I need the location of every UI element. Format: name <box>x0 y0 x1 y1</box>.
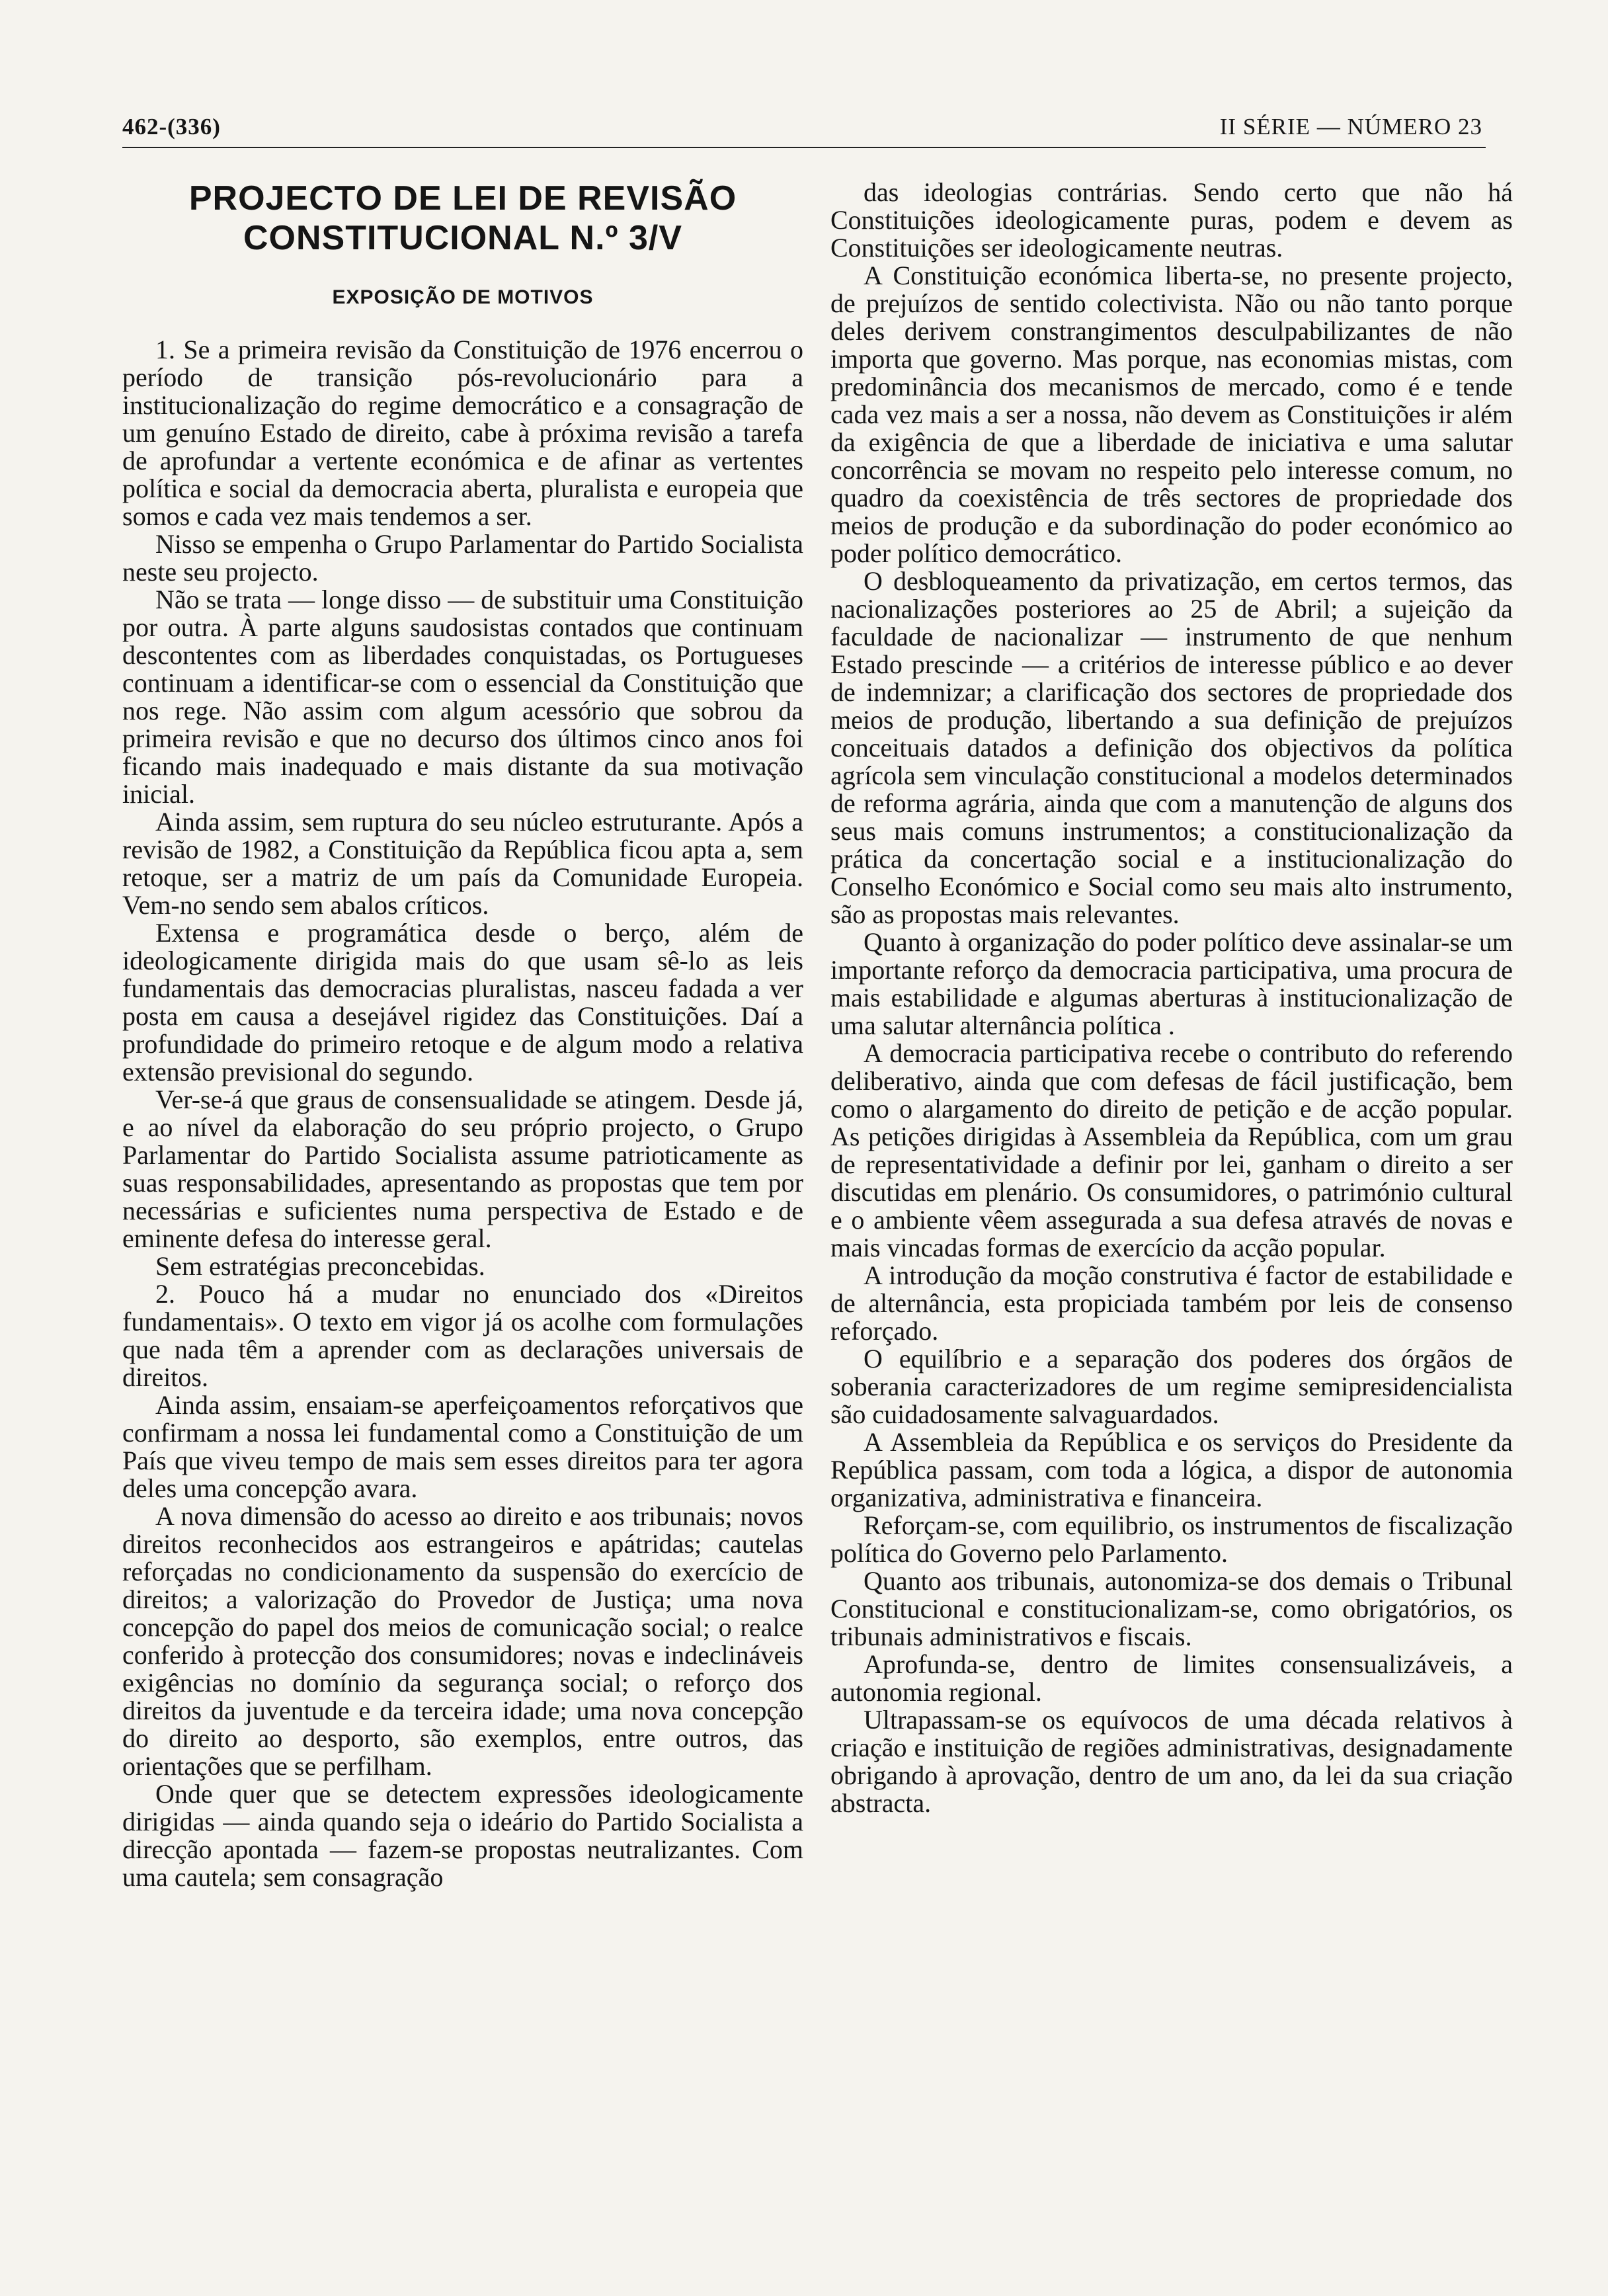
paragraph: Sem estratégias preconcebidas. <box>155 1251 485 1281</box>
header-rule <box>122 147 1486 148</box>
paragraph: A introdução da moção construtiva é factor de estabilidade e de alternância, esta propiciada também por leis de consenso reforçado. <box>830 1260 1513 1346</box>
paragraph: A Assembleia da República e os serviços do Presidente da República passam, com toda a lógica, a dispor de autonomia organizativa, administrativa e financeira. <box>830 1427 1513 1512</box>
section-subtitle: EXPOSIÇÃO DE MOTIVOS <box>332 286 594 308</box>
paragraph: Ainda assim, sem ruptura do seu núcleo estruturante. Após a revisão de 1982, a Constituição da República ficou apta a, sem retoque, ser a matriz de um país da Comunidade Europeia. Vem-no sendo sem abalos críticos. <box>122 807 803 920</box>
paragraph: O equilíbrio e a separação dos poderes dos órgãos de soberania caracterizadores de um regime semipresidencialista são cuidadosamente salvaguardados. <box>830 1344 1513 1429</box>
paragraph: 1. Se a primeira revisão da Constituição de 1976 encerrou o período de transição pós-revolucionário para a institucionalização do regime democrático e a consagração de um genuíno Estado de direito, cabe à próxima revisão a tarefa de aprofundar a vertente económica e de afinar as vertentes política e social da democracia aberta, pluralista e europeia que somos e cada vez mais tendemos a ser. <box>122 335 803 531</box>
paragraph: Ver-se-á que graus de consensualidade se atingem. Desde já, e ao nível da elaboração do seu próprio projecto, o Grupo Parlamentar do Partido Socialista assume patrioticamente as suas responsabilidades, apresentando as propostas que tem por necessárias e suficientes numa perspectiva de Estado e de eminente defesa do interesse geral. <box>122 1085 803 1253</box>
right-column-body <box>830 179 1513 1817</box>
right-column <box>830 179 1513 1817</box>
paragraph: Ainda assim, ensaiam-se aperfeiçoamentos reforçativos que confirmam a nossa lei fundamental como a Constituição de um País que viveu tempo de mais sem esses direitos para ter agora deles uma concepção avara. <box>122 1390 803 1503</box>
paragraph: Extensa e programática desde o berço, além de ideologicamente dirigida mais do que usam sê-lo as leis fundamentais das democracias pluralistas, nasceu fadada a ver posta em causa a desejável rigidez das Constituições. Daí a profundidade do primeiro retoque e de algum modo a relativa extensão previsional do segundo. <box>122 918 803 1086</box>
paragraph: A Constituição económica liberta-se, no presente projecto, de prejuízos de sentido colectivista. Não ou não tanto porque deles derivem constrangimentos desculpabilizantes de não importa que governo. Mas porque, nas economias mistas, com predominância dos mecanismos de mercado, como é e tende cada vez mais a ser a nossa, não devem as Constituições ir além da exigência de que a liberdade de iniciativa e uma salutar concorrência se movam no respeito pelo interesse comum, no quadro da coexistência de três sectores de propriedade dos meios de produção e da subordinação do poder económico ao poder político democrático. <box>830 261 1513 568</box>
paragraph: Onde quer que se detectem expressões ideologicamente dirigidas — ainda quando seja o ideário do Partido Socialista a direcção apontada — fazem-se propostas neutralizantes. Com uma cautela; sem consagração <box>122 1779 803 1892</box>
page-number: 462-(336) <box>122 114 221 140</box>
paragraph: A nova dimensão do acesso ao direito e aos tribunais; novos direitos reconhecidos aos estrangeiros e apátridas; cautelas reforçadas no condicionamento da suspensão do exercício de direitos; a valorização do Provedor de Justiça; uma nova concepção do papel dos meios de comunicação social; o realce conferido à protecção dos consumidores; novas e indeclináveis exigências no domínio da segurança social; o reforço dos direitos da juventude e da terceira idade; uma nova concepção do direito ao desporto, são exemplos, entre outros, das orientações que se perfilham. <box>122 1501 803 1781</box>
title-line-1: PROJECTO DE LEI DE REVISÃO <box>188 179 737 218</box>
paragraph: Quanto à organização do poder político deve assinalar-se um importante reforço da democracia participativa, uma procura de mais estabilidade e algumas aberturas à institucionalização de uma salutar alternância política . <box>830 927 1513 1040</box>
series-number: II SÉRIE — NÚMERO 23 <box>1219 114 1482 140</box>
paragraph: Quanto aos tribunais, autonomiza-se dos demais o Tribunal Constitucional e constitucionalizam-se, como obrigatórios, os tribunais administrativos e fiscais. <box>830 1566 1513 1651</box>
paragraph: Aprofunda-se, dentro de limites consensualizáveis, a autonomia regional. <box>830 1649 1513 1707</box>
paragraph: O desbloqueamento da privatização, em certos termos, das nacionalizações posteriores ao 25 de Abril; a sujeição da faculdade de nacionalizar — instrumento de que nenhum Estado prescinde — a critérios de interesse público e ao dever de indemnizar; a clarificação dos sectores de propriedade dos meios de produção, libertando a sua definição de prejuízos conceituais datados a definição dos objectivos da política agrícola sem vinculação constitucional a modelos determinados de reforma agrária, ainda que com a manutenção de alguns dos seus mais comuns instrumentos; a constitucionalização da prática da concertação social e a institucionalização do Conselho Económico e Social como seu mais alto instrumento, são as propostas mais relevantes. <box>830 566 1513 929</box>
paragraph: 2. Pouco há a mudar no enunciado dos «Direitos fundamentais». O texto em vigor já os acolhe com formulações que nada têm a aprender com as declarações universais de direitos. <box>122 1279 803 1392</box>
paragraph: das ideologias contrárias. Sendo certo que não há Constituições ideologicamente puras, podem e devem as Constituições ser ideologicamente neutras. <box>830 177 1513 263</box>
document-title <box>122 179 803 258</box>
left-column-body <box>122 336 803 1891</box>
paragraph: A democracia participativa recebe o contributo do referendo deliberativo, ainda que com defesas de fácil justificação, bem como o alargamento do direito de petição e de acção popular. As petições dirigidas à Assembleia da República, com um grau de representatividade a definir por lei, ganham o direito a ser discutidas em plenário. Os consumidores, o património cultural e o ambiente vêem assegurada a sua defesa através de novas e mais vincadas formas de exercício da acção popular. <box>830 1038 1513 1262</box>
paragraph: Não se trata — longe disso — de substituir uma Constituição por outra. À parte alguns saudosistas contados que continuam descontentes com as liberdades conquistadas, os Portugueses continuam a identificar-se com o essencial da Constituição que nos rege. Não assim com algum acessório que sobrou da primeira revisão e que no decurso dos últimos cinco anos foi ficando mais inadequado e mais distante da sua motivação inicial. <box>122 585 803 809</box>
paragraph: Reforçam-se, com equilibrio, os instrumentos de fiscalização política do Governo pelo Parlamento. <box>830 1510 1513 1568</box>
paragraph: Nisso se empenha o Grupo Parlamentar do Partido Socialista neste seu projecto. <box>122 529 803 587</box>
title-line-2: CONSTITUCIONAL N.º 3/V <box>243 219 683 257</box>
left-column <box>122 179 803 1891</box>
paragraph: Ultrapassam-se os equívocos de uma década relativos à criação e instituição de regiões administrativas, designadamente obrigando à aprovação, dentro de um ano, da lei da sua criação abstracta. <box>830 1705 1513 1818</box>
